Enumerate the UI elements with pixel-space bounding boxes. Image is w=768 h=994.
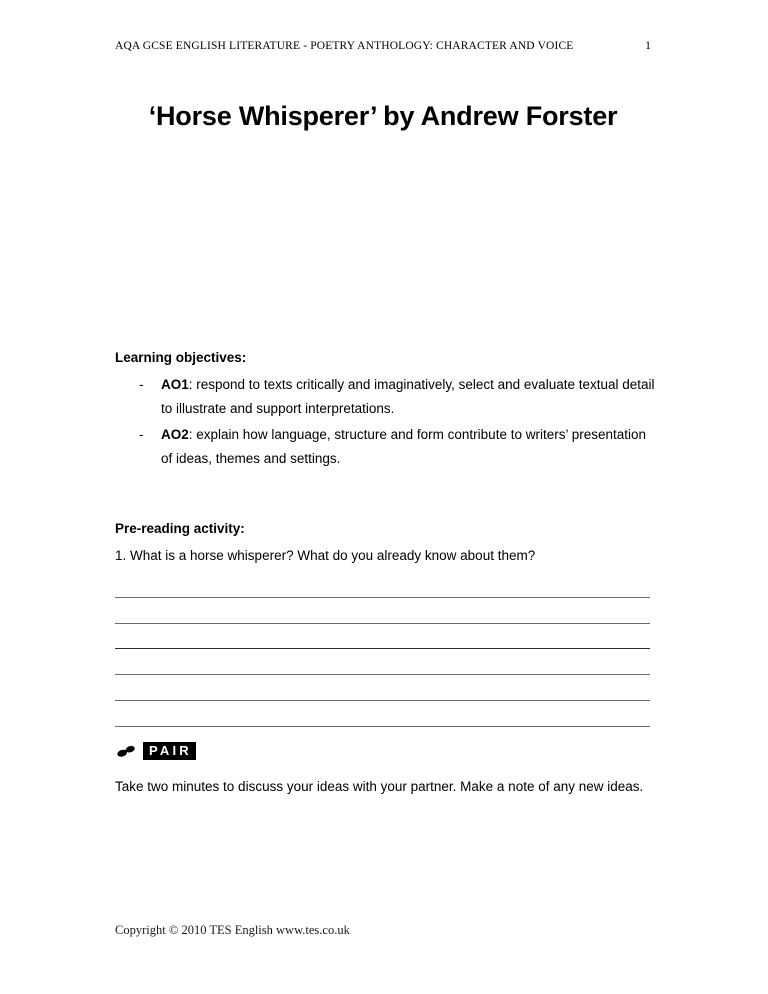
learning-objectives-section: [115, 348, 660, 473]
copyright-footer: Copyright © 2010 TES English www.tes.co.uk: [115, 923, 350, 937]
learning-objectives-heading: Learning objectives:: [115, 350, 247, 365]
list-item-text: [161, 373, 660, 421]
list-item: [115, 423, 660, 471]
page-number: 1: [645, 38, 651, 52]
running-header: [115, 38, 651, 53]
assessment-objective-code: AO1: [161, 377, 189, 392]
answer-lines[interactable]: [115, 572, 650, 727]
answer-line[interactable]: [115, 572, 650, 598]
list-item-dash: -: [139, 427, 144, 442]
pre-reading-question: 1. What is a horse whisperer? What do you already know about them?: [115, 548, 536, 563]
answer-line[interactable]: [115, 649, 650, 675]
answer-line[interactable]: [115, 701, 650, 727]
list-item-dash: -: [139, 377, 144, 392]
answer-line[interactable]: [115, 598, 650, 624]
pair-dingbat-icon: [115, 742, 137, 760]
assessment-objective-code: AO2: [161, 427, 189, 442]
running-header-title: AQA GCSE ENGLISH LITERATURE - POETRY ANTHOLOGY: CHARACTER AND VOICE: [115, 40, 574, 52]
list-item: [115, 373, 660, 421]
status-badge: PAIR: [143, 742, 196, 760]
pre-reading-heading: Pre-reading activity:: [115, 521, 245, 536]
page-title: ‘Horse Whisperer’ by Andrew Forster: [148, 101, 618, 132]
list-item-text: [161, 423, 660, 471]
assessment-objective-description: : explain how language, structure and form contribute to writers’ presentation of ideas, themes and settings.: [161, 427, 647, 466]
pair-activity-instructions: Take two minutes to discuss your ideas with your partner. Make a note of any new ideas.: [115, 779, 644, 794]
answer-line[interactable]: [115, 624, 650, 650]
pre-reading-section: [115, 519, 660, 568]
answer-line[interactable]: [115, 675, 650, 701]
pair-activity-header: [115, 742, 196, 760]
assessment-objective-description: : respond to texts critically and imaginatively, select and evaluate textual detail to illustrate and support interpretations.: [161, 377, 655, 416]
